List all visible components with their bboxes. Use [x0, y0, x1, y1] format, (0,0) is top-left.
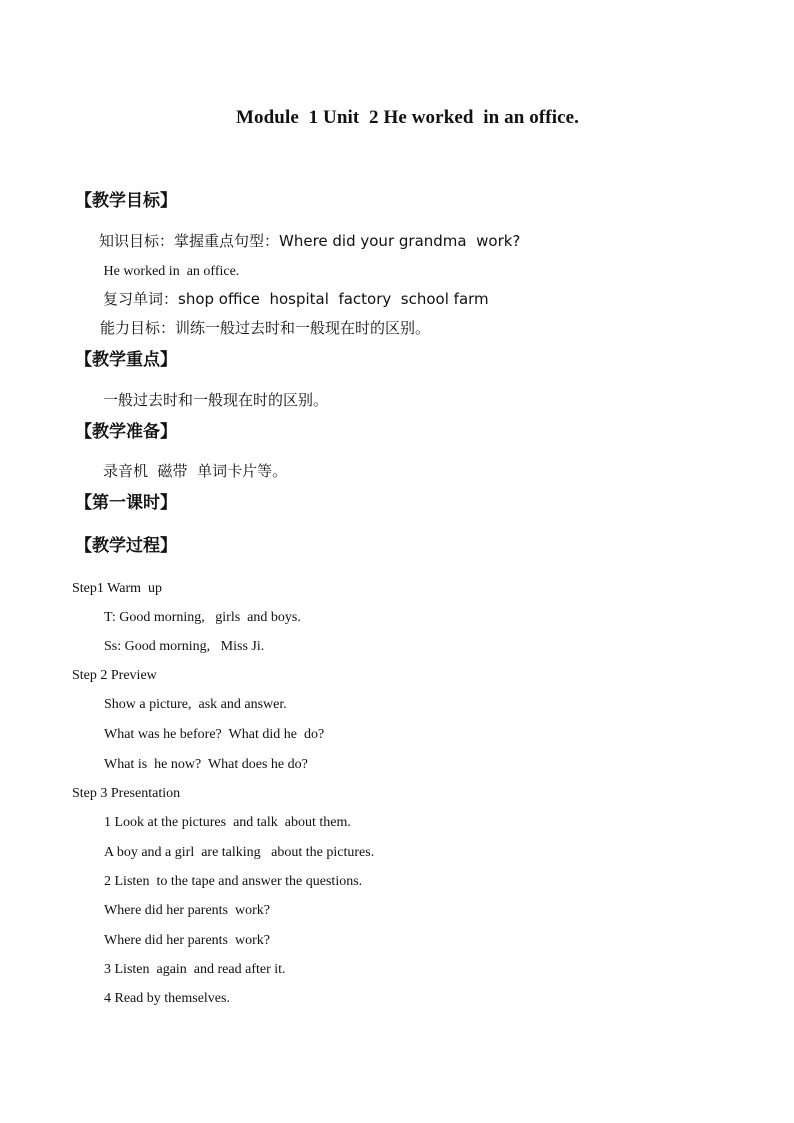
teaching-goals-line-4: 能力目标：训练一般过去时和一般现在时的区别。: [100, 319, 431, 337]
process-step3-line-1: 1 Look at the pictures and talk about them.: [104, 815, 351, 830]
process-step2-line-3: What is he now? What does he do?: [104, 757, 308, 772]
heading-preparation: 【教学准备】: [75, 422, 177, 442]
key-points-line-1: 一般过去时和一般现在时的区别。: [103, 391, 329, 409]
process-step3-line-3: 2 Listen to the tape and answer the questions.: [104, 874, 363, 889]
process-step3-line-2: A boy and a girl are talking about the pictures.: [104, 845, 375, 860]
process-step3-line-5: Where did her parents work?: [104, 933, 270, 948]
heading-process: 【教学过程】: [75, 536, 177, 556]
heading-key-points: 【教学重点】: [75, 350, 177, 370]
teaching-goals-line-1: 知识目标：掌握重点句型：Where did your grandma work?: [99, 232, 521, 250]
heading-teaching-goals: 【教学目标】: [75, 191, 177, 211]
process-step1-title: Step1 Warm up: [72, 581, 162, 596]
process-step2-line-2: What was he before? What did he do?: [104, 727, 325, 742]
process-step3-line-4: Where did her parents work?: [104, 903, 270, 918]
process-step3-line-6: 3 Listen again and read after it.: [104, 962, 286, 977]
process-step3-title: Step 3 Presentation: [72, 786, 181, 801]
preparation-line-1: 录音机 磁带 单词卡片等。: [103, 462, 288, 480]
document-title: Module 1 Unit 2 He worked in an office.: [236, 107, 580, 128]
process-step2-title: Step 2 Preview: [72, 668, 157, 683]
process-step3-line-7: 4 Read by themselves.: [104, 991, 230, 1006]
process-step1-line-1: T: Good morning, girls and boys.: [104, 610, 301, 625]
process-step1-line-2: Ss: Good morning, Miss Ji.: [104, 639, 265, 654]
teaching-goals-line-2: He worked in an office.: [100, 264, 240, 279]
teaching-goals-line-3: 复习单词：shop office hospital factory school farm: [103, 290, 489, 308]
heading-lesson: 【第一课时】: [75, 493, 177, 513]
process-step2-line-1: Show a picture, ask and answer.: [104, 697, 287, 712]
